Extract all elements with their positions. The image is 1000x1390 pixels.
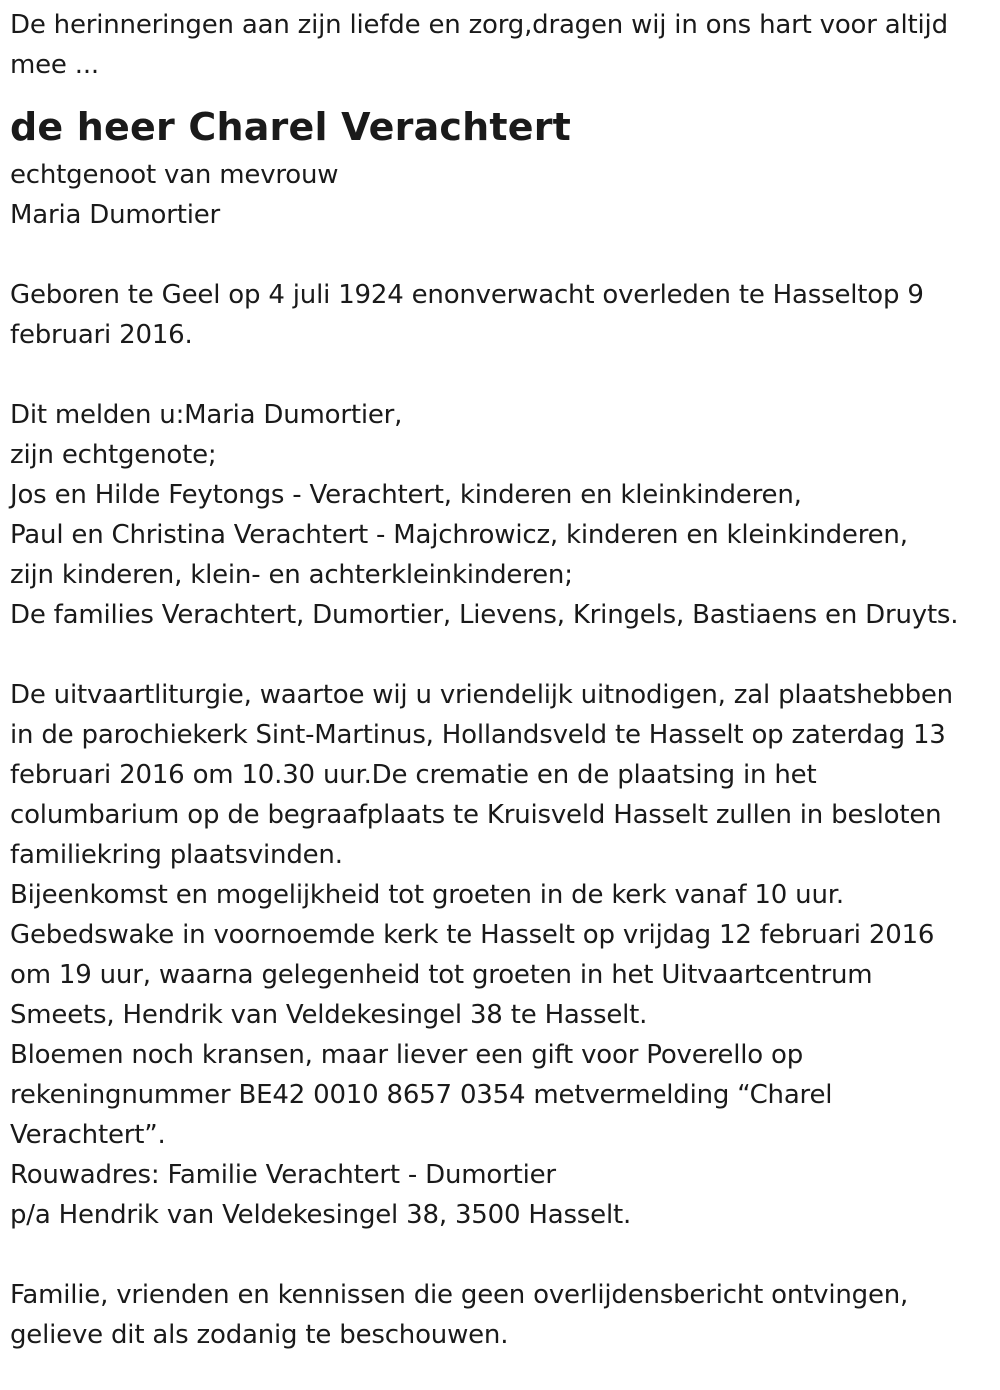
closing-note xyxy=(10,1275,995,1355)
funeral-line: februari 2016 om 10.30 uur.De crematie en de plaatsing in het xyxy=(10,760,817,790)
funeral-line: Rouwadres: Familie Verachtert - Dumortier xyxy=(10,1160,556,1190)
spacer xyxy=(10,355,995,395)
spacer xyxy=(10,1235,995,1275)
relation-text: echtgenoot van mevrouw xyxy=(10,160,339,190)
closing-line: gelieve dit als zodanig te beschouwen. xyxy=(10,1320,509,1350)
family-line: De families Verachtert, Dumortier, Lievens, Kringels, Bastiaens en Druyts. xyxy=(10,600,959,630)
funeral-line: familiekring plaatsvinden. xyxy=(10,840,343,870)
funeral-details xyxy=(10,675,995,1235)
birth-line: februari 2016. xyxy=(10,320,193,350)
funeral-line: p/a Hendrik van Veldekesingel 38, 3500 Hasselt. xyxy=(10,1200,632,1230)
funeral-line: om 19 uur, waarna gelegenheid tot groeten in het Uitvaartcentrum xyxy=(10,960,873,990)
family-line: zijn kinderen, klein- en achterkleinkinderen; xyxy=(10,560,573,590)
birth-death-details xyxy=(10,275,995,355)
closing-line: Familie, vrienden en kennissen die geen overlijdensbericht ontvingen, xyxy=(10,1280,909,1310)
funeral-line: Bijeenkomst en mogelijkheid tot groeten in de kerk vanaf 10 uur. xyxy=(10,880,844,910)
family-line: Paul en Christina Verachtert - Majchrowicz, kinderen en kleinkinderen, xyxy=(10,520,908,550)
deceased-name: de heer Charel Verachtert xyxy=(10,105,572,149)
obituary-notice xyxy=(10,5,995,1355)
spouse-name: Maria Dumortier xyxy=(10,200,221,230)
spacer xyxy=(10,635,995,675)
intro-line: mee ... xyxy=(10,50,99,80)
funeral-line: Verachtert”. xyxy=(10,1120,166,1150)
funeral-line: Gebedswake in voornoemde kerk te Hasselt op vrijdag 12 februari 2016 xyxy=(10,920,935,950)
family-line: Jos en Hilde Feytongs - Verachtert, kinderen en kleinkinderen, xyxy=(10,480,802,510)
family-line: zijn echtgenote; xyxy=(10,440,217,470)
funeral-line: Smeets, Hendrik van Veldekesingel 38 te Hasselt. xyxy=(10,1000,648,1030)
spacer xyxy=(10,235,995,275)
funeral-line: in de parochiekerk Sint-Martinus, Hollandsveld te Hasselt op zaterdag 13 xyxy=(10,720,946,750)
birth-line: Geboren te Geel op 4 juli 1924 enonverwacht overleden te Hasseltop 9 xyxy=(10,280,924,310)
family-line: Dit melden u:Maria Dumortier, xyxy=(10,400,403,430)
intro-line: De herinneringen aan zijn liefde en zorg,dragen wij in ons hart voor altijd xyxy=(10,10,948,40)
intro-text xyxy=(10,5,995,85)
funeral-line: rekeningnummer BE42 0010 8657 0354 metvermelding “Charel xyxy=(10,1080,833,1110)
family-announcement xyxy=(10,395,995,635)
funeral-line: Bloemen noch kransen, maar liever een gift voor Poverello op xyxy=(10,1040,804,1070)
funeral-line: De uitvaartliturgie, waartoe wij u vriendelijk uitnodigen, zal plaatshebben xyxy=(10,680,953,710)
funeral-line: columbarium op de begraafplaats te Kruisveld Hasselt zullen in besloten xyxy=(10,800,942,830)
